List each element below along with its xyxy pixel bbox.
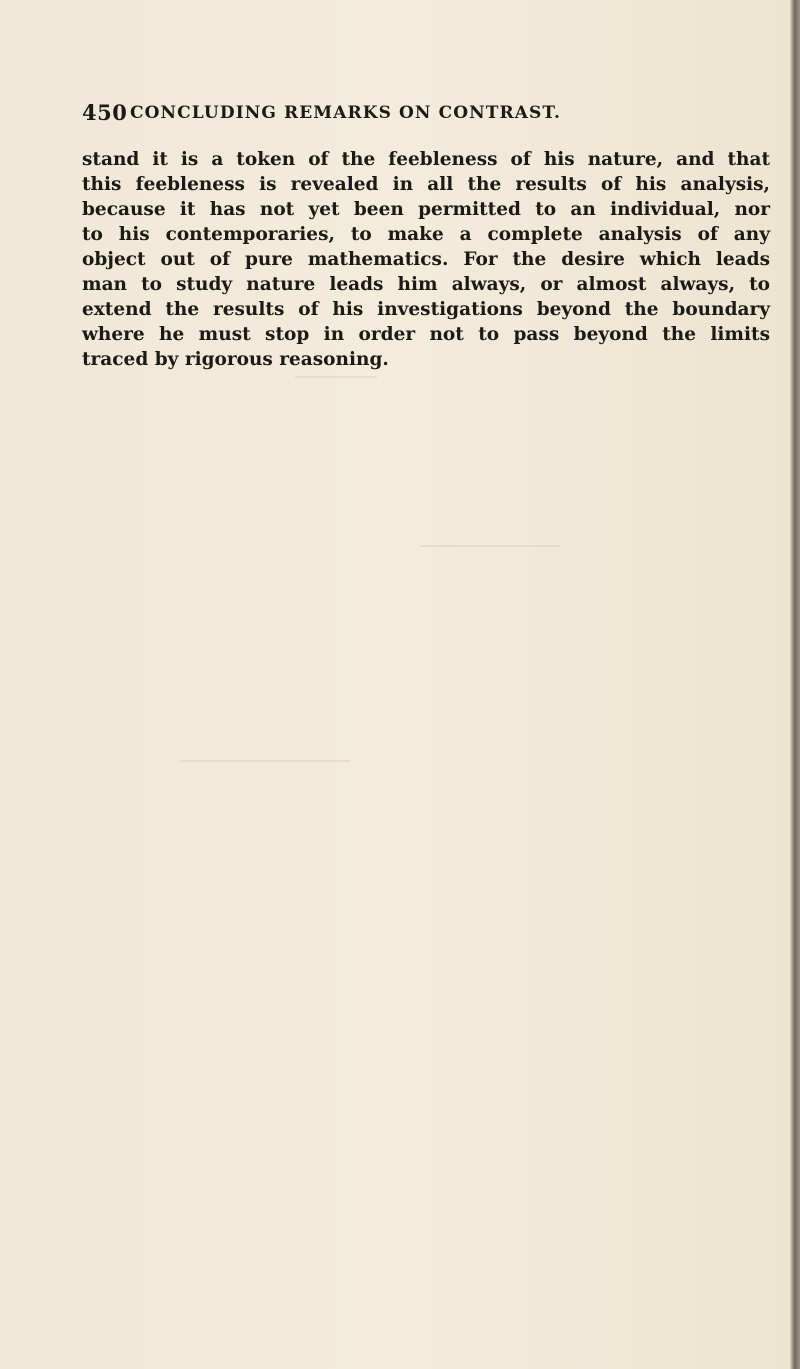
running-head [82,100,682,130]
page-number: 450 [82,100,128,125]
text-line-6: man to study nature leads him always, or almost always, to [82,274,770,295]
text-line-8: where he must stop in order not to pass beyond the limits [82,324,770,345]
text-line-1: stand it is a token of the feebleness of his nature, and that [82,149,770,170]
paper-speckle [295,376,377,378]
text-line-5: object out of pure mathematics. For the desire which leads [82,249,770,270]
text-line-2: this feebleness is revealed in all the results of his analysis, [82,174,770,195]
body-paragraph [82,147,770,372]
page-edge [790,0,800,1369]
text-line-3: because it has not yet been permitted to an individual, nor [82,199,770,220]
running-title: CONCLUDING REMARKS ON CONTRAST. [130,103,561,123]
text-line-9: traced by rigorous reasoning. [82,349,389,370]
text-line-4: to his contemporaries, to make a complete analysis of any [82,224,770,245]
paper-speckle [420,545,560,547]
text-line-7: extend the results of his investigations beyond the boundary [82,299,770,320]
paper-speckle [180,760,350,762]
